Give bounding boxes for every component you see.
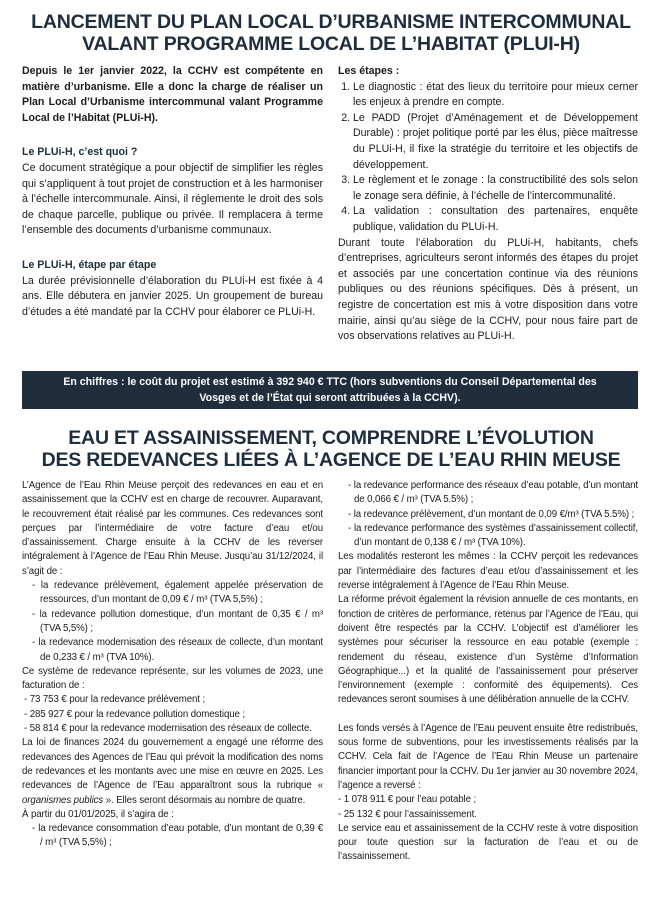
section2-left-column [22, 479, 323, 851]
reform-text-a: La loi de finances 2024 du gouvernement a engagé une réforme des redevances des Agences de l’Eau qui prévoit la modification des noms de redevances et les montants avec une mise en œuvre en 2025. Les redevances de l’Agence de l’Eau apparaîtront sous la rubrique « [22, 737, 323, 792]
etape-item: 3. Le règlement et le zonage : la constructibilité des sols selon le zonage sera définie, à l’échelle de l’intercommunalité. [353, 173, 638, 204]
new-fees-intro: À partir du 01/01/2025, il s’agira de : [22, 808, 174, 820]
service-paragraph: Le service eau et assainissement de la CCHV reste à votre disposition pour toute question sur la facturation de l’eau et ou de l’assainissement. [338, 822, 638, 863]
subsidy-item: - 1 078 911 € pour l’eau potable ; [338, 794, 477, 806]
section1-title [0, 11, 662, 55]
etapes-heading: Les étapes : [338, 65, 400, 77]
reform-text-b: ». Elles seront désormais au nombre de quatre. [105, 794, 306, 806]
subsidies-intro: Les fonds versés à l’Agence de l’Eau peuvent ensuite être redistribués, sous forme de subventions, pour les investissements réalisés par la CCHV. Cela fait de l’Agence de l’Eau Rhin Meuse un partenaire financier important pour la CCHV. Du 1er janvier au 30 novembre 2024, l’agence a reversé : [338, 722, 638, 791]
section2-title [0, 427, 662, 471]
cost-banner [22, 371, 638, 409]
section1-title-line2: VALANT PROGRAMME LOCAL DE L’HABITAT (PLUI-H) [82, 33, 580, 55]
what-heading: Le PLUi-H, c’est quoi ? [22, 146, 138, 159]
redevances-intro: L’Agence de l’Eau Rhin Meuse perçoit des redevances en eau et en assainissement que la CCHV est en charge de recouvrer. Auparavant, le recouvrement était réalisé par les communes. Ces redevances sont perçues par l’intermédiaire de votre facture d’eau et/ou d’assainissement. Charge ensuite à la CCHV de les reverser intégralement à l’Agence de l’Eau Rhin Meuse. Jusqu’au 31/12/2024, il s’agit de : [22, 480, 323, 577]
new-fee-item: - la redevance prélèvement, d’un montant de 0,09 €/m³ (TVA 5.5%) ; [348, 508, 635, 520]
revision-paragraph: La réforme prévoit également la révision annuelle de ces montants, en fonction de critères de performance, retenus par l’Agence de l’Eau, qui doivent être respectés par la CCHV. L’objectif est d’améliorer les systèmes pour sécuriser la ressource en eau potable (exemple : rendement du réseau, existence d’un Système d’Information Géographique...) et la qualité de l’assainissement pour préserver l’environnement (exemple : conformité des équipements). Ces redevances seront soumises à une délibération annuelle de la CCHV. [338, 594, 638, 706]
billing-item: - 73 753 € pour la redevance prélèvement ; [24, 694, 206, 706]
billing-item: - 58 814 € pour la redevance modernisation des réseaux de collecte. [24, 723, 312, 735]
section1-left-column [22, 64, 323, 320]
etapes-list [338, 80, 638, 236]
steps-heading: Le PLUi-H, étape par étape [22, 258, 157, 271]
old-fee-item: - la redevance modernisation des réseaux de collecte, d’un montant de 0,233 € / m³ (TVA 10%). [32, 637, 323, 663]
modalites-paragraph: Les modalités resteront les mêmes : la CCHV perçoit les redevances par l’intermédiaire des factures d’eau et/ou d’assainissement et les reverse intégralement à l’Agence de l’Eau Rhin Meuse. [338, 551, 638, 592]
old-fee-item: - la redevance prélèvement, également appelée préservation de ressources, d’un montant de 0,09 € / m³ (TVA 5,5%) ; [32, 580, 323, 606]
section2-title-line1: EAU ET ASSAINISSEMENT, COMPRENDRE L’ÉVOLUTION [68, 427, 594, 449]
section2-right-column [338, 479, 638, 865]
section1-right-column [338, 64, 638, 345]
new-fee-item: - la redevance performance des réseaux d’eau potable, d’un montant de 0,066 € / m³ (TVA 5.5%) ; [348, 480, 638, 506]
reform-text-italic: organismes publics [22, 794, 106, 806]
etape-item: 2. Le PADD (Projet d’Aménagement et de Développement Durable) : projet politique porté par les élus, pièce maîtresse du PLUi-H, il fixe la stratégie du territoire et les objectifs de développement. [353, 111, 638, 173]
new-fee-item: - la redevance consommation d’eau potable, d’un montant de 0,39 € / m³ (TVA 5,5%) ; [32, 823, 323, 849]
billing-intro: Ce système de redevance représente, sur les volumes de 2023, une facturation de : [22, 665, 323, 692]
section2-title-line2: DES REDEVANCES LIÉES À L’AGENCE DE L’EAU RHIN MEUSE [41, 449, 621, 471]
subsidy-item: - 25 132 € pour l’assainissement. [338, 808, 477, 820]
intro-paragraph: Depuis le 1er janvier 2022, la CCHV est compétente en matière d’urbanisme. Elle a donc la charge de réaliser un Plan Local d’Urbanisme intercommunal valant Programme Local de l’Habitat (PLUi-H). [22, 65, 323, 124]
old-fee-item: - la redevance pollution domestique, d’un montant de 0,35 € / m³ (TVA 5,5%) ; [32, 608, 323, 634]
new-fee-item: - la redevance performance des systèmes d’assainissement collectif, d’un montant de 0,138 € / m³ (TVA 10%). [348, 522, 638, 549]
steps-paragraph: La durée prévisionnelle d’élaboration du PLUi-H est fixée à 4 ans. Elle débutera en janvier 2025. Un groupement de bureau d’études a été mandaté par la CCHV pour élaborer ce PLUi-H. [22, 274, 323, 318]
etape-item: 4. La validation : consultation des partenaires, enquête publique, validation du PLUi-H. [353, 204, 638, 235]
cost-banner-text: En chiffres : le coût du projet est estimé à 392 940 € TTC (hors subventions du Conseil Départemental des Vosges et de l’État qui seront attribuées à la CCHV). [63, 376, 597, 404]
what-paragraph: Ce document stratégique a pour objectif de simplifier les règles qui s’appliquent à tout projet de construction et à les harmoniser à l’échelle intercommunale. Ainsi, il réglemente le droit des sols de chaque parcelle, publique ou privée. Il remplacera à terme l’ensemble des documents d’urbanisme communaux. [22, 161, 323, 237]
section1-title-line1: LANCEMENT DU PLAN LOCAL D’URBANISME INTERCOMMUNAL [31, 11, 631, 33]
billing-item: - 285 927 € pour la redevance pollution domestique ; [24, 708, 245, 720]
reform-paragraph [22, 736, 323, 807]
concertation-paragraph: Durant toute l’élaboration du PLUi-H, habitants, chefs d’entreprises, agriculteurs seront informés des étapes du projet et associés par une concertation continue via des réunions publiques ou des réunions spécifiques. Dès à présent, un registre de concertation est mis à votre disposition dans votre mairie, ainsi qu’au siège de la CCHV, pour nous faire part de vos observations relatives au PLUi-H. [338, 236, 638, 343]
etape-item: 1. Le diagnostic : état des lieux du territoire pour mieux cerner les enjeux à prendre en compte. [353, 80, 638, 111]
